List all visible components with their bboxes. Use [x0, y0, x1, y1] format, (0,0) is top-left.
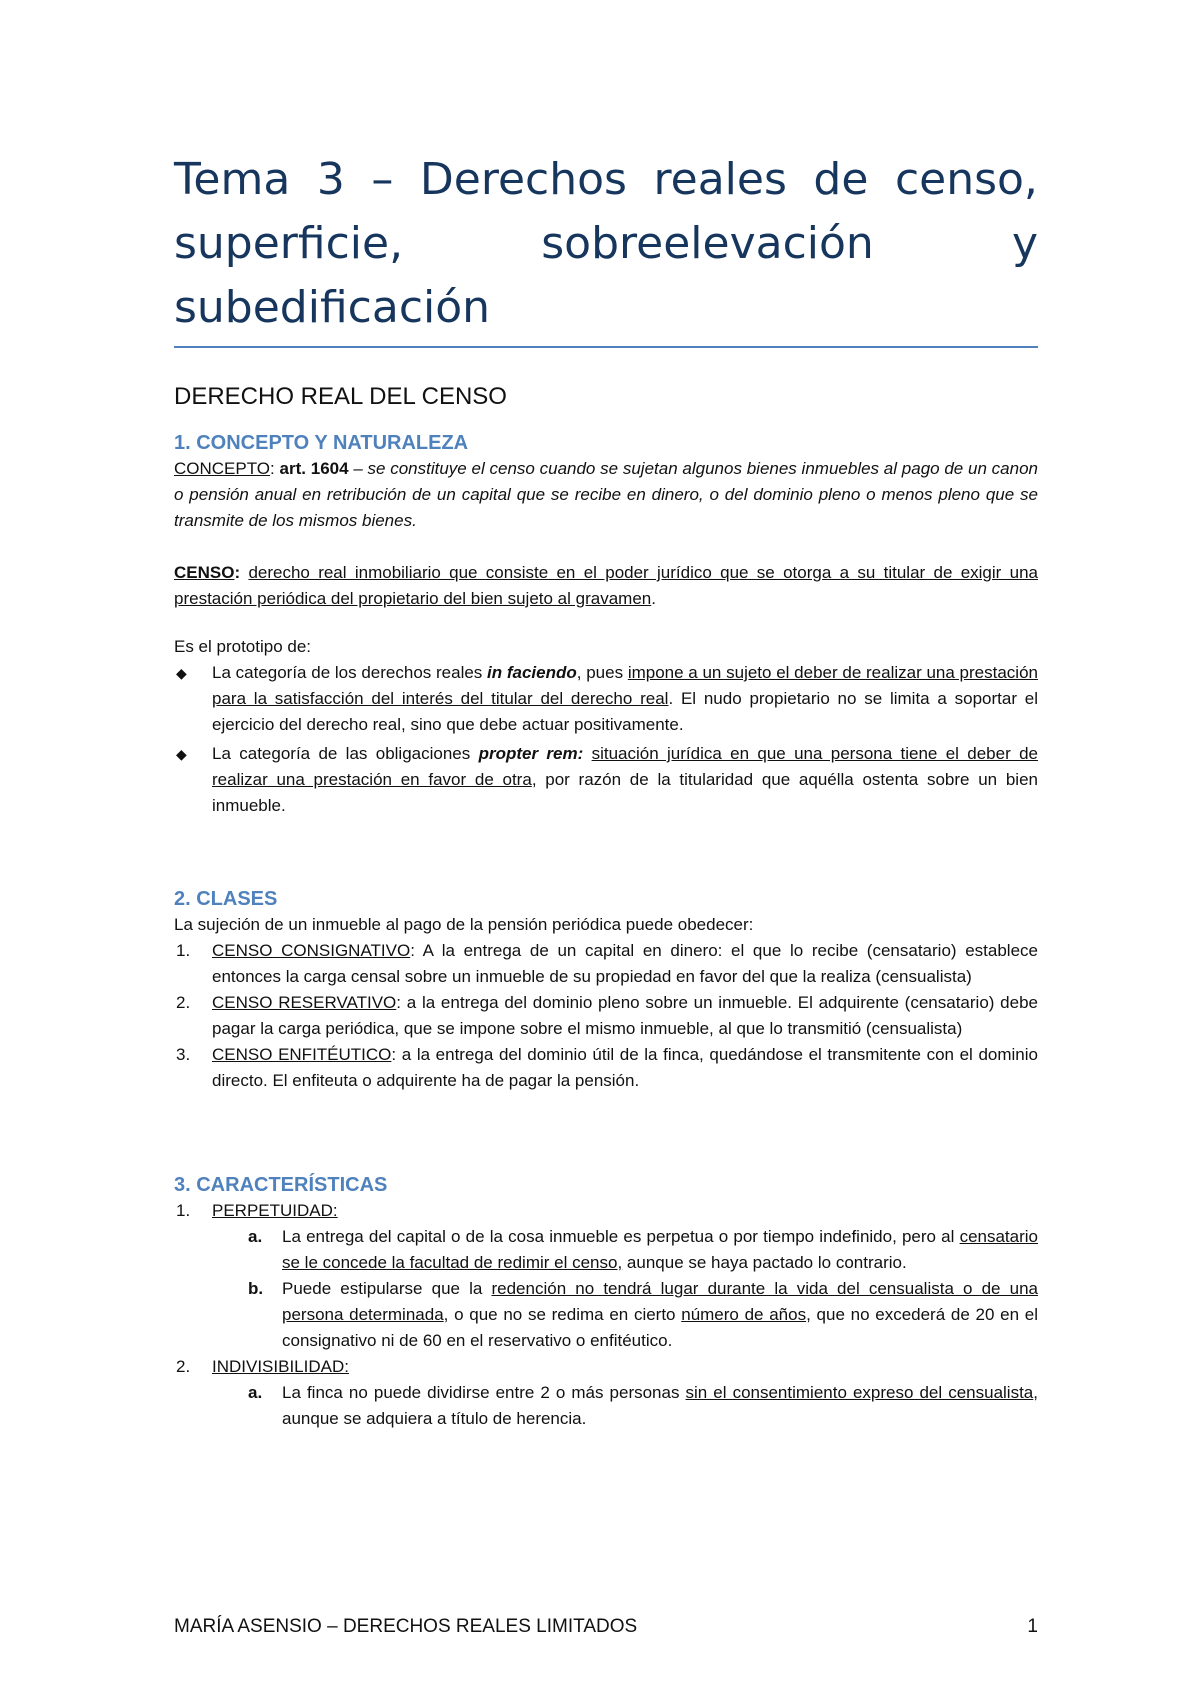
bullet-text: La categoría de los derechos reales — [212, 663, 488, 682]
title-word: – — [371, 154, 394, 205]
bullet-underlined: situación jurídica en que una persona tiene el deber de realizar una prestación en favor de otra — [212, 744, 1038, 789]
diamond-bullet-icon: ◆ — [176, 746, 187, 762]
diamond-bullet-icon: ◆ — [176, 665, 187, 681]
clase-label: CENSO RESERVATIVO — [212, 993, 397, 1012]
heading-concepto: 1. CONCEPTO Y NATURALEZA — [174, 432, 469, 454]
title-line-3 — [174, 276, 1038, 340]
title-word: 3 — [316, 154, 345, 205]
title-word: Derechos — [419, 154, 627, 205]
censo-definition-text: derecho real inmobiliario que consiste en el poder jurídico que se otorga a su titular de exigir una prestación periódica del propietario del bien sujeto al gravamen — [174, 563, 1039, 608]
censo-colon: : — [234, 563, 249, 582]
sub-list-letter: a. — [248, 1227, 263, 1246]
title-word: subedificación — [174, 282, 491, 333]
sub-text: , o que no se redima en cierto — [443, 1305, 682, 1324]
concepto-colon: : — [270, 459, 275, 478]
title-word: de — [813, 154, 869, 205]
censo-definition — [174, 560, 1038, 612]
concepto-label: CONCEPTO — [174, 459, 271, 478]
sub-underlined: redención no tendrá lugar durante la vida del censualista o de una persona determinada — [282, 1279, 1039, 1324]
list-item — [174, 990, 1038, 1042]
list-number: 3. — [176, 1045, 191, 1064]
clase-text: : a la entrega del dominio pleno sobre un inmueble. El adquirente (censatario) debe pagar la carga periódica, que se impone sobre el mismo inmueble, al que lo transmitió (censualista) — [212, 993, 1039, 1038]
clases-list — [174, 938, 1038, 1094]
clase-label: CENSO CONSIGNATIVO — [212, 941, 411, 960]
title-word: superficie, — [174, 218, 404, 269]
article-reference: art. 1604 — [274, 459, 349, 478]
clase-text: : a la entrega del dominio útil de la finca, quedándose el transmitente con el dominio directo. El enfiteuta o adquirente ha de pagar la pensión. — [212, 1045, 1038, 1090]
page-footer — [174, 1616, 1038, 1638]
page-number: 1 — [1027, 1616, 1038, 1637]
list-item — [174, 741, 1038, 819]
concepto-paragraph — [174, 456, 1038, 534]
bullet-text: . El nudo propietario no se limita a soportar el ejercicio del derecho real, sino que debe actuar positivamente. — [212, 689, 1038, 734]
title-line-2 — [174, 212, 1038, 276]
bullet-text: , por razón de la titularidad que aquélla ostenta sobre un bien inmueble. — [212, 770, 1038, 815]
list-number: 2. — [176, 993, 191, 1012]
sub-underlined: número de años — [681, 1305, 807, 1324]
sub-text: La finca no puede dividirse entre 2 o más personas — [282, 1383, 686, 1402]
heading-clases: 2. CLASES — [174, 888, 278, 910]
list-item — [174, 1198, 1038, 1224]
title-word: censo, — [894, 154, 1038, 205]
page-title — [174, 148, 1038, 340]
list-item — [174, 938, 1038, 990]
clase-label: CENSO ENFITÉUTICO — [212, 1045, 392, 1064]
list-item — [174, 1354, 1038, 1380]
sub-underlined: censatario se le concede la facultad de redimir el censo, — [282, 1227, 1038, 1272]
title-word: sobreelevación — [541, 218, 874, 269]
sub-text: aunque se haya pactado lo contrario. — [622, 1253, 907, 1272]
prototipo-list — [174, 660, 1038, 819]
title-word: reales — [653, 154, 787, 205]
sub-list-item — [174, 1224, 1038, 1276]
list-item — [174, 1042, 1038, 1094]
caracteristica-label: INDIVISIBILIDAD: — [212, 1357, 349, 1376]
list-item — [174, 660, 1038, 738]
bullet-underlined: impone a un sujeto el deber de realizar una prestación para la satisfacción del interés del titular del derecho real — [212, 663, 1038, 708]
bullet-text: , pues — [576, 663, 628, 682]
title-word: Tema — [174, 154, 291, 205]
censo-label: CENSO — [174, 563, 235, 582]
censo-end: . — [651, 589, 656, 608]
article-text: – se constituye el censo cuando se sujetan algunos bienes inmuebles al pago de un canon o pensión anual en retribución de un capital que se recibe en dinero, o del dominio pleno o menos pleno que se transmite de los mismos bienes. — [174, 459, 1038, 530]
footer-title: MARÍA ASENSIO – DERECHOS REALES LIMITADOS — [174, 1616, 638, 1637]
sub-text: , que no excederá de 20 en el consignativo ni de 60 en el reservativo o enfitéutico. — [282, 1305, 1038, 1350]
bullet-text: La categoría de las obligaciones — [212, 744, 479, 763]
sub-text: Puede estipularse que la — [282, 1279, 492, 1298]
clases-intro: La sujeción de un inmueble al pago de la pensión periódica puede obedecer: — [174, 915, 754, 934]
sub-text: , aunque se adquiera a título de herencia. — [282, 1383, 1038, 1428]
list-number: 1. — [176, 1201, 191, 1220]
sub-list-letter: b. — [248, 1279, 264, 1298]
section-heading: DERECHO REAL DEL CENSO — [174, 383, 507, 410]
heading-caracteristicas: 3. CARACTERÍSTICAS — [174, 1174, 388, 1196]
list-number: 2. — [176, 1357, 191, 1376]
bullet-text — [583, 744, 591, 763]
bullet-emphasis: in faciendo — [487, 663, 577, 682]
sub-list-item — [174, 1276, 1038, 1354]
caracteristicas-list — [174, 1198, 1038, 1432]
title-line-1 — [174, 148, 1038, 212]
sub-text: La entrega del capital o de la cosa inmueble es perpetua o por tiempo indefinido, pero al — [282, 1227, 960, 1246]
prototipo-intro: Es el prototipo de: — [174, 637, 312, 656]
caracteristica-label: PERPETUIDAD: — [212, 1201, 338, 1220]
clase-text: : A la entrega de un capital en dinero: el que lo recibe (censatario) establece entonces la carga censal sobre un inmueble de su propiedad en favor del que la realiza (censualista) — [212, 941, 1038, 986]
title-divider — [174, 346, 1038, 348]
bullet-emphasis: propter rem: — [478, 744, 584, 763]
list-number: 1. — [176, 941, 191, 960]
sub-list-letter: a. — [248, 1383, 263, 1402]
sub-underlined: sin el consentimiento expreso del censualista — [685, 1383, 1034, 1402]
title-word: y — [1011, 218, 1038, 269]
sub-list-item — [174, 1380, 1038, 1432]
